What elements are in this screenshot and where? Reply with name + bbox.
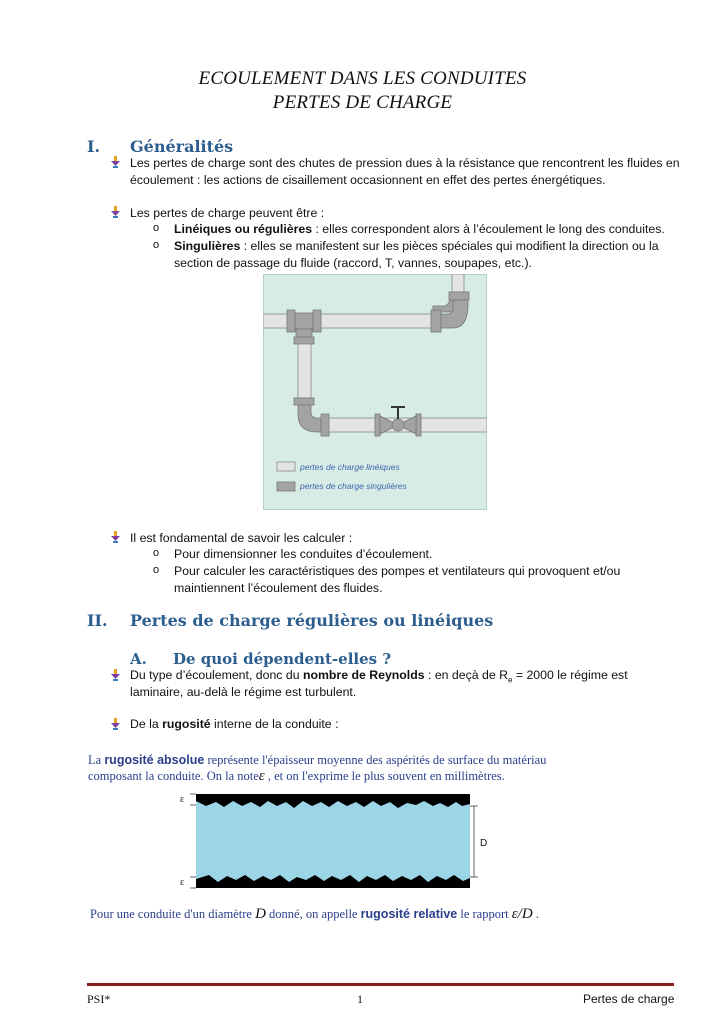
para-1-line-1: Les pertes de charge sont des chutes de pression dues à la résistance que rencontrent les fluides en: [130, 156, 680, 170]
sub-item-pompes-line2: maintiennent l’écoulement des fluides.: [174, 581, 383, 595]
rugosite-absolue-line1: La rugosité absolue représente l'épaisseur moyenne des aspérités de surface du matériau: [88, 753, 547, 767]
sub-item-pompes-line1: Pour calculer les caractéristiques des pompes et ventilateurs qui provoquent et/ou: [174, 564, 621, 578]
diameter-label: D: [480, 838, 488, 849]
reynolds-line-2: laminaire, au-delà le régime est turbulent.: [130, 685, 357, 699]
document-title-line1: ECOULEMENT DANS LES CONDUITES: [198, 68, 527, 89]
footer-page-number: 1: [357, 992, 363, 1006]
section-2-heading: Pertes de charge régulières ou linéiques: [130, 611, 494, 630]
para-3: Il est fondamental de savoir les calculer :: [130, 531, 353, 545]
footer-rule: [87, 983, 674, 986]
arrow-bullet-icon: [111, 669, 121, 681]
sub-item-singulieres-line2: section de passage du fluide (raccord, T, vannes, soupapes, etc.).: [174, 256, 532, 270]
legend-singulieres: pertes de charge singulières: [300, 481, 407, 491]
para-2: Les pertes de charge peuvent être :: [130, 206, 325, 220]
para-1-line-2: écoulement : les actions de cisaillement occasionnent en effet des pertes énergétiques.: [130, 173, 606, 187]
reynolds-line-1: Du type d’écoulement, donc du nombre de Reynolds : en deçà de $R_e = 2000$ le régime est: [130, 668, 628, 685]
epsilon-top-label: ε: [180, 794, 185, 805]
subsection-a-letter: A.: [130, 650, 147, 668]
rugosite-intro: De la rugosité interne de la conduite :: [130, 717, 339, 731]
rough-pipe-section-figure: [178, 786, 478, 896]
section-2-number: II.: [87, 611, 108, 630]
arrow-bullet-icon: [111, 206, 121, 218]
rugosite-relative-line: Pour une conduite d'un diamètre D donné, on appelle rugosité relative le rapport ε/D .: [90, 906, 539, 922]
circle-bullet: o: [153, 547, 160, 559]
legend-lineiques: pertes de charge linéiques: [300, 462, 400, 472]
pipe-network-figure: [263, 274, 487, 510]
rugosite-absolue-line2: composant la conduite. On la noteε , et on l'exprime le plus souvent en millimètres.: [88, 768, 505, 784]
arrow-bullet-icon: [111, 156, 121, 168]
arrow-bullet-icon: [111, 718, 121, 730]
sub-item-singulieres: Singulières : elles se manifestent sur les pièces spéciales qui modifient la direction ou la: [174, 239, 659, 253]
section-1-heading: Généralités: [130, 137, 234, 156]
circle-bullet: o: [153, 564, 160, 576]
arrow-bullet-icon: [111, 531, 121, 543]
circle-bullet: o: [153, 222, 160, 234]
subsection-a-heading: De quoi dépendent-elles ?: [173, 650, 392, 668]
footer-left: PSI*: [87, 992, 111, 1006]
circle-bullet: o: [153, 239, 160, 251]
sub-item-lineiques: Linéiques ou régulières : elles correspondent alors à l’écoulement le long des conduites.: [174, 222, 665, 236]
epsilon-bottom-label: ε: [180, 877, 185, 888]
footer-right: Pertes de charge: [583, 992, 675, 1006]
sub-item-dimensionner: Pour dimensionner les conduites d’écoulement.: [174, 547, 433, 561]
section-1-number: I.: [87, 137, 101, 156]
document-title-line2: PERTES DE CHARGE: [272, 92, 453, 113]
